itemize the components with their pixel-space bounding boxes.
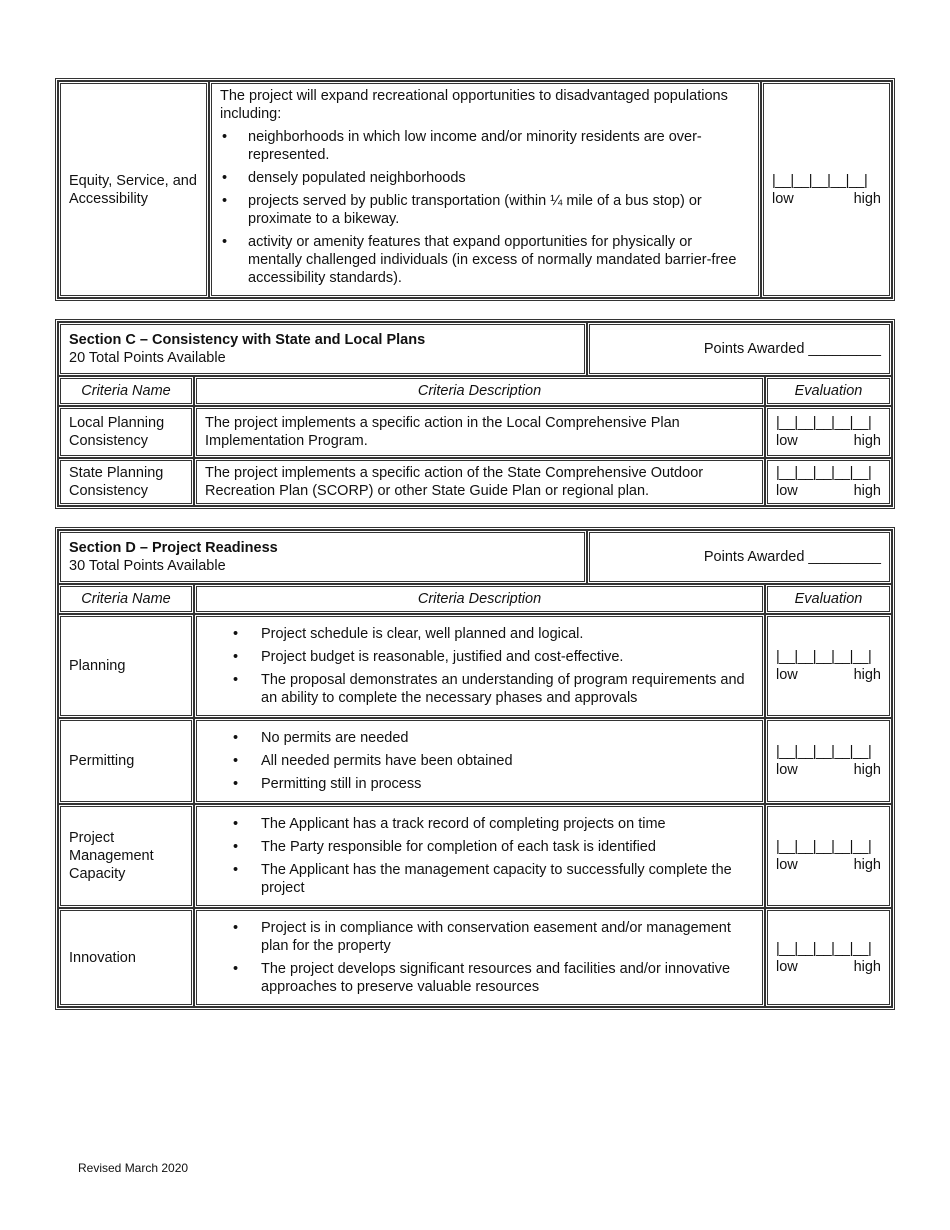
list-item: • The Applicant has the management capacity to successfully complete the project [205, 861, 754, 897]
section-d-table [55, 527, 895, 1010]
section-d-header [58, 530, 587, 584]
criteria-name: Planning [58, 614, 194, 718]
scale-high-label: high [853, 667, 881, 683]
rating-scale-bar[interactable]: |__|__|__|__|__| [776, 940, 872, 957]
criteria-description-equity [209, 81, 761, 298]
criteria-name: Permitting [58, 718, 194, 804]
evaluation-scale[interactable] [761, 81, 892, 298]
rating-scale-bar[interactable]: |__|__|__|__|__| [776, 415, 872, 431]
list-item: • No permits are needed [205, 729, 754, 747]
equity-bullets [220, 128, 750, 287]
criteria-description [194, 908, 765, 1007]
section-d-title: Section D – Project Readiness [69, 540, 278, 556]
section-c-title: Section C – Consistency with State and Local Plans [69, 332, 426, 348]
column-header-description: Criteria Description [194, 584, 765, 614]
scale-high-label: high [853, 762, 881, 778]
criteria-name: Local Planning Consistency [58, 406, 194, 458]
evaluation-scale[interactable] [765, 614, 892, 718]
evaluation-scale[interactable] [765, 406, 892, 458]
scale-high-label: high [853, 857, 881, 873]
scale-low-label: low [772, 190, 794, 207]
column-header-evaluation: Evaluation [765, 376, 892, 406]
list-item: • Project budget is reasonable, justified and cost-effective. [205, 648, 754, 666]
equity-intro: The project will expand recreational opportunities to disadvantaged populations including: [220, 88, 728, 122]
evaluation-scale[interactable] [765, 908, 892, 1007]
section-d-points-available: 30 Total Points Available [69, 558, 226, 574]
criteria-description [194, 718, 765, 804]
scale-high-label: high [853, 483, 881, 499]
rating-scale-bar[interactable]: |__|__|__|__|__| [776, 744, 872, 760]
evaluation-scale[interactable] [765, 718, 892, 804]
list-item: • neighborhoods in which low income and/or minority residents are over-represented. [220, 128, 750, 164]
rating-scale-bar[interactable]: |__|__|__|__|__| [776, 839, 872, 855]
list-item: • The project develops significant resources and facilities and/or innovative approaches to preserve valuable resources [205, 960, 754, 996]
section-d-points-awarded[interactable]: Points Awarded _________ [587, 530, 892, 584]
criteria-description: The project implements a specific action of the State Comprehensive Outdoor Recreation Plan (SCORP) or other State Guide Plan or regional plan. [194, 458, 765, 506]
section-c-table [55, 319, 895, 509]
list-item: • densely populated neighborhoods [220, 169, 750, 187]
criteria-description [194, 614, 765, 718]
rating-scale-bar[interactable]: |__|__|__|__|__| [776, 649, 872, 665]
scale-high-label: high [853, 958, 881, 975]
criteria-description [194, 804, 765, 908]
list-item: • Permitting still in process [205, 775, 754, 793]
criteria-name-equity: Equity, Service, and Accessibility [58, 81, 209, 298]
evaluation-scale[interactable] [765, 804, 892, 908]
list-item: • The Party responsible for completion of each task is identified [205, 838, 754, 856]
rating-scale-bar[interactable]: |__|__|__|__|__| [776, 465, 872, 481]
list-item: • The proposal demonstrates an understanding of program requirements and an ability to complete the necessary phases and approvals [205, 671, 754, 707]
scale-low-label: low [776, 958, 798, 975]
list-item: • All needed permits have been obtained [205, 752, 754, 770]
equity-table [55, 78, 895, 301]
section-c-points-available: 20 Total Points Available [69, 350, 226, 366]
section-c-header [58, 322, 587, 376]
criteria-name: State Planning Consistency [58, 458, 194, 506]
scale-high-label: high [853, 190, 881, 207]
column-header-name: Criteria Name [58, 376, 194, 406]
scale-low-label: low [776, 433, 798, 449]
column-header-name: Criteria Name [58, 584, 194, 614]
scale-low-label: low [776, 483, 798, 499]
list-item: • Project schedule is clear, well planned and logical. [205, 625, 754, 643]
scale-low-label: low [776, 667, 798, 683]
column-header-description: Criteria Description [194, 376, 765, 406]
scale-low-label: low [776, 762, 798, 778]
scale-high-label: high [853, 433, 881, 449]
scale-low-label: low [776, 857, 798, 873]
revision-footer: Revised March 2020 [78, 1161, 189, 1175]
list-item: • Project is in compliance with conservation easement and/or management plan for the property [205, 919, 754, 955]
column-header-evaluation: Evaluation [765, 584, 892, 614]
criteria-description: The project implements a specific action in the Local Comprehensive Plan Implementation Program. [194, 406, 765, 458]
list-item: • The Applicant has a track record of completing projects on time [205, 815, 754, 833]
list-item: • activity or amenity features that expand opportunities for physically or mentally challenged individuals (in excess of normally mandated barrier-free accessibility standards). [220, 233, 750, 287]
evaluation-scale[interactable] [765, 458, 892, 506]
criteria-name: Innovation [58, 908, 194, 1007]
list-item: • projects served by public transportation (within ¼ mile of a bus stop) or proximate to a bikeway. [220, 192, 750, 228]
criteria-name: Project Management Capacity [58, 804, 194, 908]
rating-scale-bar[interactable]: |__|__|__|__|__| [772, 172, 868, 189]
section-c-points-awarded[interactable]: Points Awarded _________ [587, 322, 892, 376]
